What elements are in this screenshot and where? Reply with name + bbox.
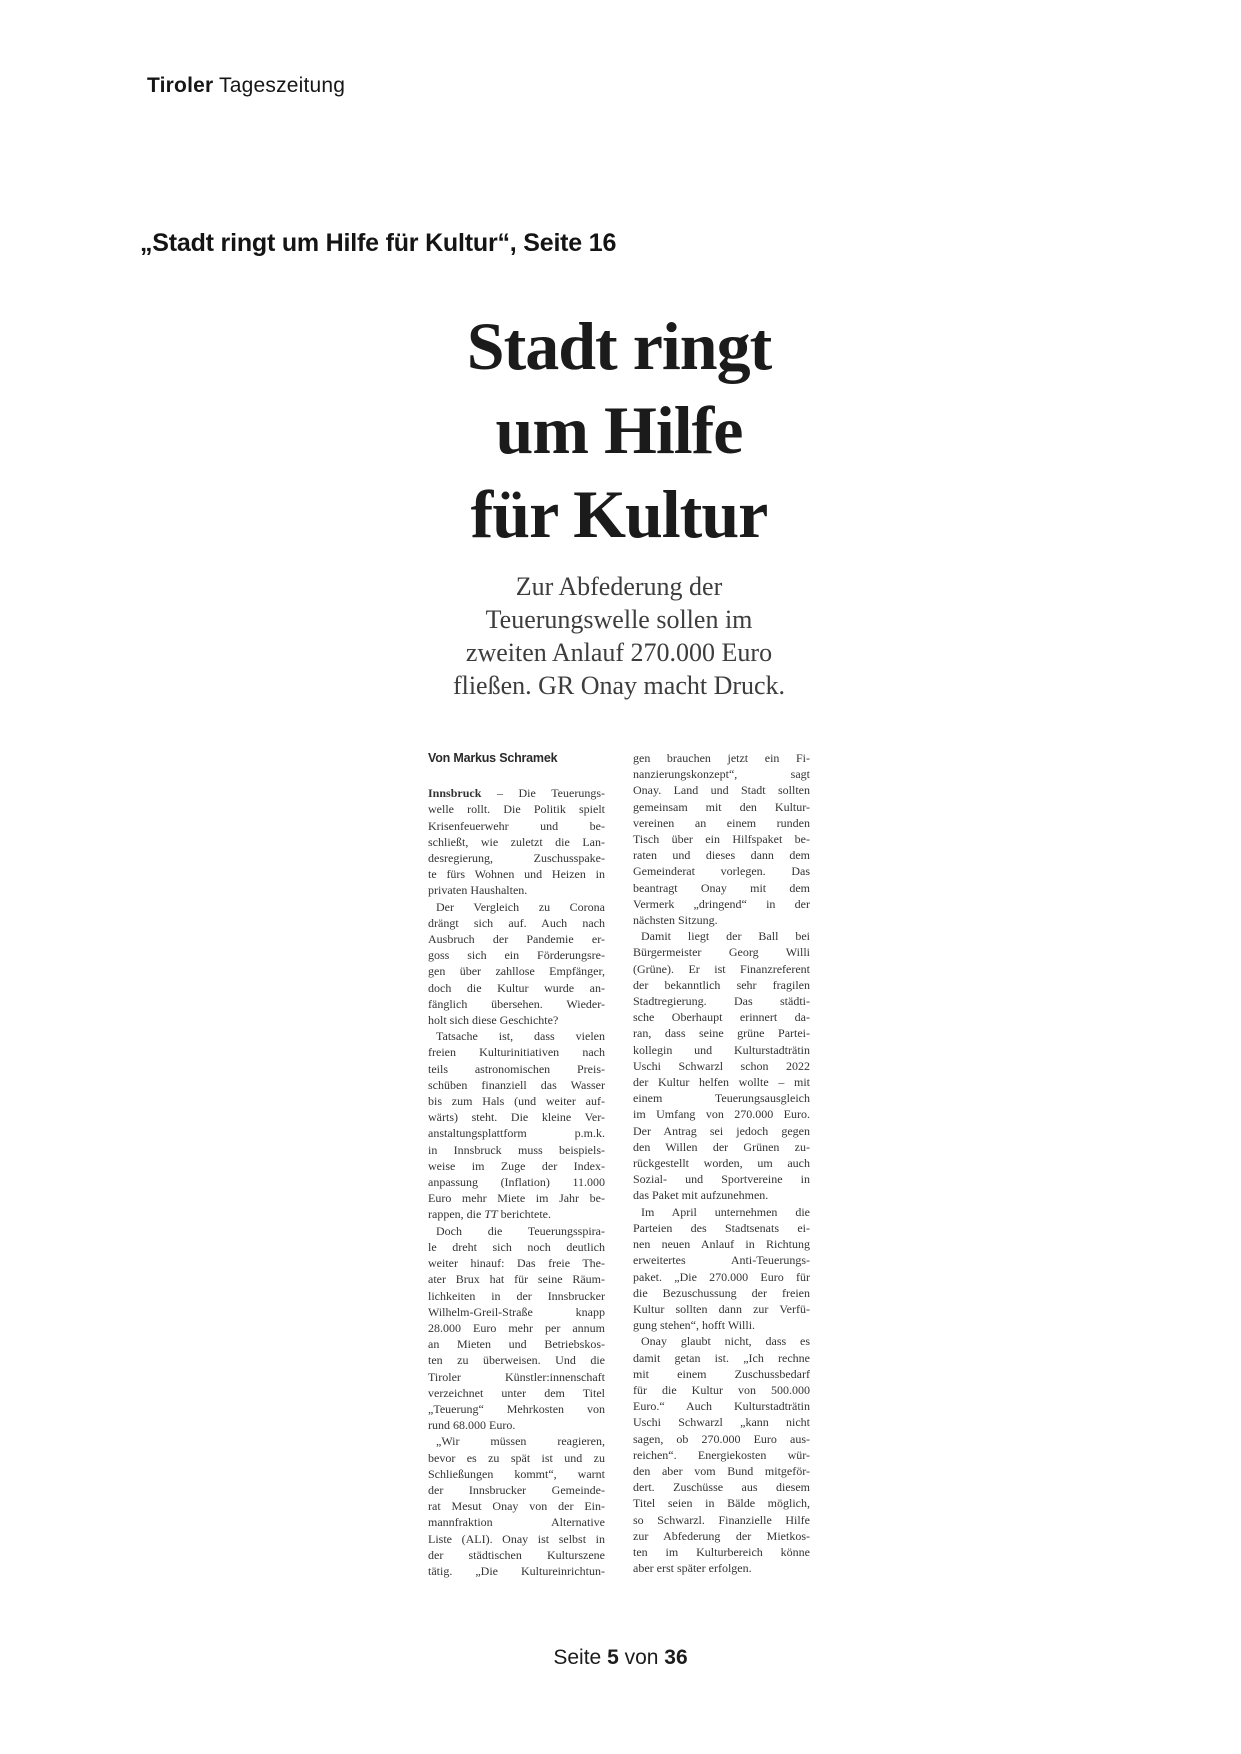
article-column-right: [633, 750, 810, 1579]
article-line: le dreht sich noch deutlich: [428, 1239, 605, 1254]
article-line: beantragt Onay mit dem: [633, 880, 810, 895]
masthead-brand-rest: Tageszeitung: [213, 74, 346, 97]
article-line: ten zu überweisen. Und die: [428, 1353, 605, 1368]
article-line: desregierung, Zuschusspake-: [428, 851, 605, 866]
footer-current-page: 5: [607, 1646, 619, 1669]
article-line: kollegin und Kulturstadträtin: [633, 1042, 810, 1057]
article-line: Kultur sollten dann zur Verfü-: [633, 1301, 810, 1316]
clip-heading: „Stadt ringt um Hilfe für Kultur“, Seite 16: [140, 229, 617, 257]
article-paragraph: [633, 750, 810, 928]
article-line: (Grüne). Er ist Finanzreferent: [633, 961, 810, 976]
article-line: Ausbruch der Pandemie er-: [428, 932, 605, 947]
article-line: vereinen an einem runden: [633, 815, 810, 830]
article-line: anstaltungsplattform p.m.k.: [428, 1126, 605, 1141]
article-line: wärts) steht. Die kleine Ver-: [428, 1110, 605, 1125]
article-line: der bekanntlich sehr fragilen: [633, 977, 810, 992]
article-line: an Mieten und Betriebskos-: [428, 1337, 605, 1352]
article-line: 28.000 Euro mehr per annum: [428, 1320, 605, 1335]
article-paragraph: [428, 1433, 605, 1579]
article-line: ater Brux hat für seine Räum-: [428, 1272, 605, 1287]
article-line: zur Abfederung der Mietkos-: [633, 1528, 810, 1543]
article-line: Sozial- und Sportvereine in: [633, 1172, 810, 1187]
article-title: [398, 304, 840, 556]
text-line: Zur Abfederung der: [515, 572, 723, 601]
article-line: freien Kulturinitiativen nach: [428, 1045, 605, 1060]
article-columns: [428, 750, 810, 1579]
article-line: Wilhelm-Greil-Straße knapp: [428, 1304, 605, 1319]
article-line: schüben finanziell das Wasser: [428, 1077, 605, 1092]
text-line: für Kultur: [470, 476, 768, 552]
article-line: anpassung (Inflation) 11.000: [428, 1175, 605, 1190]
article-line: sche Oberhaupt erinnert da-: [633, 1010, 810, 1025]
article-line: Euro.“ Auch Kulturstadträtin: [633, 1399, 810, 1414]
article-line: reichen“. Energiekosten wür-: [633, 1447, 810, 1462]
article-byline: Von Markus Schramek: [428, 751, 558, 765]
article-line: nen neuen Anlauf in Richtung: [633, 1237, 810, 1252]
article-line: dert. Zuschüsse aus diesem: [633, 1480, 810, 1495]
text-line: Teuerungswelle sollen im: [485, 605, 753, 634]
article-line: privaten Haushalten.: [428, 883, 528, 898]
article-line: Tiroler Künstler:innenschaft: [428, 1369, 605, 1384]
article-line: paket. „Die 270.000 Euro für: [633, 1269, 810, 1284]
article-line: gung stehen“, hofft Willi.: [633, 1318, 756, 1333]
article-line: ten im Kulturbereich könne: [633, 1544, 810, 1559]
article-line: Schließungen kommt“, warnt: [428, 1466, 605, 1481]
article-line: Euro mehr Miete im Jahr be-: [428, 1191, 605, 1206]
footer-label: Seite: [553, 1646, 602, 1669]
article-line: Damit liegt der Ball bei: [641, 929, 810, 944]
article-line: Im April unternehmen die: [641, 1204, 810, 1219]
article-line: der Kultur helfen wollte – mit: [633, 1075, 810, 1090]
article-line: mannfraktion Alternative: [428, 1515, 605, 1530]
article-line: Stadtregierung. Das städti-: [633, 994, 810, 1009]
newspaper-masthead: [147, 74, 345, 98]
article-line: Bürgermeister Georg Willi: [633, 945, 810, 960]
article-line: Tisch über ein Hilfspaket be-: [633, 832, 810, 847]
article-line: lichkeiten in der Innsbrucker: [428, 1288, 605, 1303]
article-line: Vermerk „dringend“ in der: [633, 896, 810, 911]
article-line: Der Vergleich zu Corona: [436, 899, 605, 914]
article-line: raten und dieses dann dem: [633, 848, 810, 863]
article-line: den aber vom Bund mitgeför-: [633, 1463, 810, 1478]
article-line: te fürs Wohnen und Heizen in: [428, 867, 605, 882]
article-line: im Umfang von 270.000 Euro.: [633, 1107, 810, 1122]
article-column-left-text: [428, 785, 605, 1579]
article-line: nächsten Sitzung.: [633, 913, 718, 928]
article-line: für die Kultur von 500.000: [633, 1382, 810, 1397]
article-line: Tatsache ist, dass vielen: [436, 1029, 605, 1044]
article-line: der Innsbrucker Gemeinde-: [428, 1482, 605, 1497]
article-line: den Willen der Grünen zu-: [633, 1139, 810, 1154]
article-line: welle rollt. Die Politik spielt: [428, 802, 605, 817]
article-line: weise im Zuge der Index-: [428, 1158, 605, 1173]
article-line: gen über zahllose Empfänger,: [428, 964, 605, 979]
article-line: bevor es zu spät ist und zu: [428, 1450, 605, 1465]
masthead-brand-bold: Tiroler: [147, 74, 214, 97]
article-line: Gemeinderat vorlegen. Das: [633, 864, 810, 879]
article-line: Innsbruck – Die Teuerungs-: [428, 786, 605, 801]
article-column-left: [428, 750, 605, 1579]
article-line: weiter hinauf: Das freie The-: [428, 1256, 605, 1271]
article-paragraph: [428, 899, 605, 1029]
article-line: goss sich ein Förderungsre-: [428, 948, 605, 963]
article-line: so Schwarzl. Finanzielle Hilfe: [633, 1512, 810, 1527]
text-line: Stadt ringt: [466, 308, 772, 384]
article-line: Uschi Schwarzl „kann nicht: [633, 1415, 810, 1430]
article-paragraph: [428, 1223, 605, 1434]
article-line: einem Teuerungsausgleich: [633, 1091, 810, 1106]
article-line: sagen, ob 270.000 Euro aus-: [633, 1431, 810, 1446]
article-paragraph: [428, 785, 605, 898]
article-line: ran, dass seine grüne Partei-: [633, 1026, 810, 1041]
page-footer: [0, 1646, 1241, 1670]
footer-total-pages: 36: [664, 1646, 688, 1669]
text-line: fließen. GR Onay macht Druck.: [452, 671, 786, 700]
article-column-right-text: [633, 750, 810, 1576]
article-line: teils astronomischen Preis-: [428, 1061, 605, 1076]
article-line: Onay. Land und Stadt sollten: [633, 783, 810, 798]
article-line: Krisenfeuerwehr und be-: [428, 818, 605, 833]
article-line: verzeichnet unter dem Titel: [428, 1385, 605, 1400]
article-line: der städtischen Kulturszene: [428, 1547, 605, 1562]
article-line: nanzierungskonzept“, sagt: [633, 767, 810, 782]
article-line: in Innsbruck muss beispiels-: [428, 1142, 605, 1157]
article-line: bis zum Hals (und weiter auf-: [428, 1094, 605, 1109]
article-line: drängt sich auf. Auch nach: [428, 915, 605, 930]
article-line: erweitertes Anti-Teuerungs-: [633, 1253, 810, 1268]
article-line: Parteien des Stadtsenats ei-: [633, 1220, 810, 1235]
article-line: Onay glaubt nicht, dass es: [641, 1334, 810, 1349]
article-line: „Wir müssen reagieren,: [436, 1434, 605, 1449]
text-line: um Hilfe: [495, 392, 743, 468]
article-line: fänglich übersehen. Wieder-: [428, 996, 605, 1011]
article-paragraph: [633, 928, 810, 1203]
article-line: Liste (ALI). Onay ist selbst in: [428, 1531, 605, 1546]
article-line: Uschi Schwarzl schon 2022: [633, 1058, 810, 1073]
article-line: rückgestellt worden, um auch: [633, 1156, 810, 1171]
article-line: mit einem Zuschussbedarf: [633, 1366, 810, 1381]
article-line: holt sich diese Geschichte?: [428, 1013, 559, 1028]
article-subtitle: [398, 570, 840, 702]
footer-separator: von: [624, 1646, 659, 1669]
article-line: Doch die Teuerungsspira-: [436, 1223, 605, 1238]
article-line: rund 68.000 Euro.: [428, 1418, 516, 1433]
article-paragraph: [428, 1028, 605, 1222]
article-line: das Paket mit aufzunehmen.: [633, 1188, 769, 1203]
article-line: doch die Kultur wurde an-: [428, 980, 605, 995]
article-line: aber erst später erfolgen.: [633, 1561, 752, 1576]
article-line: Titel seien in Bälde möglich,: [633, 1496, 810, 1511]
article-line: die Bezuschussung der freien: [633, 1285, 810, 1300]
article-paragraph: [633, 1204, 810, 1334]
article-line: rappen, die TT berichtete.: [428, 1207, 551, 1222]
text-line: zweiten Anlauf 270.000 Euro: [465, 638, 773, 667]
article-line: rat Mesut Onay von der Ein-: [428, 1499, 605, 1514]
article-line: gemeinsam mit den Kultur-: [633, 799, 810, 814]
article-line: „Teuerung“ Mehrkosten von: [428, 1401, 605, 1416]
article-line: Der Antrag sei jedoch gegen: [633, 1123, 810, 1138]
article-line: schließt, wie zuletzt die Lan-: [428, 834, 605, 849]
article-paragraph: [633, 1333, 810, 1576]
article-line: tätig. „Die Kultureinrichtun-: [428, 1563, 605, 1578]
article-line: gen brauchen jetzt ein Fi-: [633, 751, 810, 765]
article-line: damit getan ist. „Ich rechne: [633, 1350, 810, 1365]
